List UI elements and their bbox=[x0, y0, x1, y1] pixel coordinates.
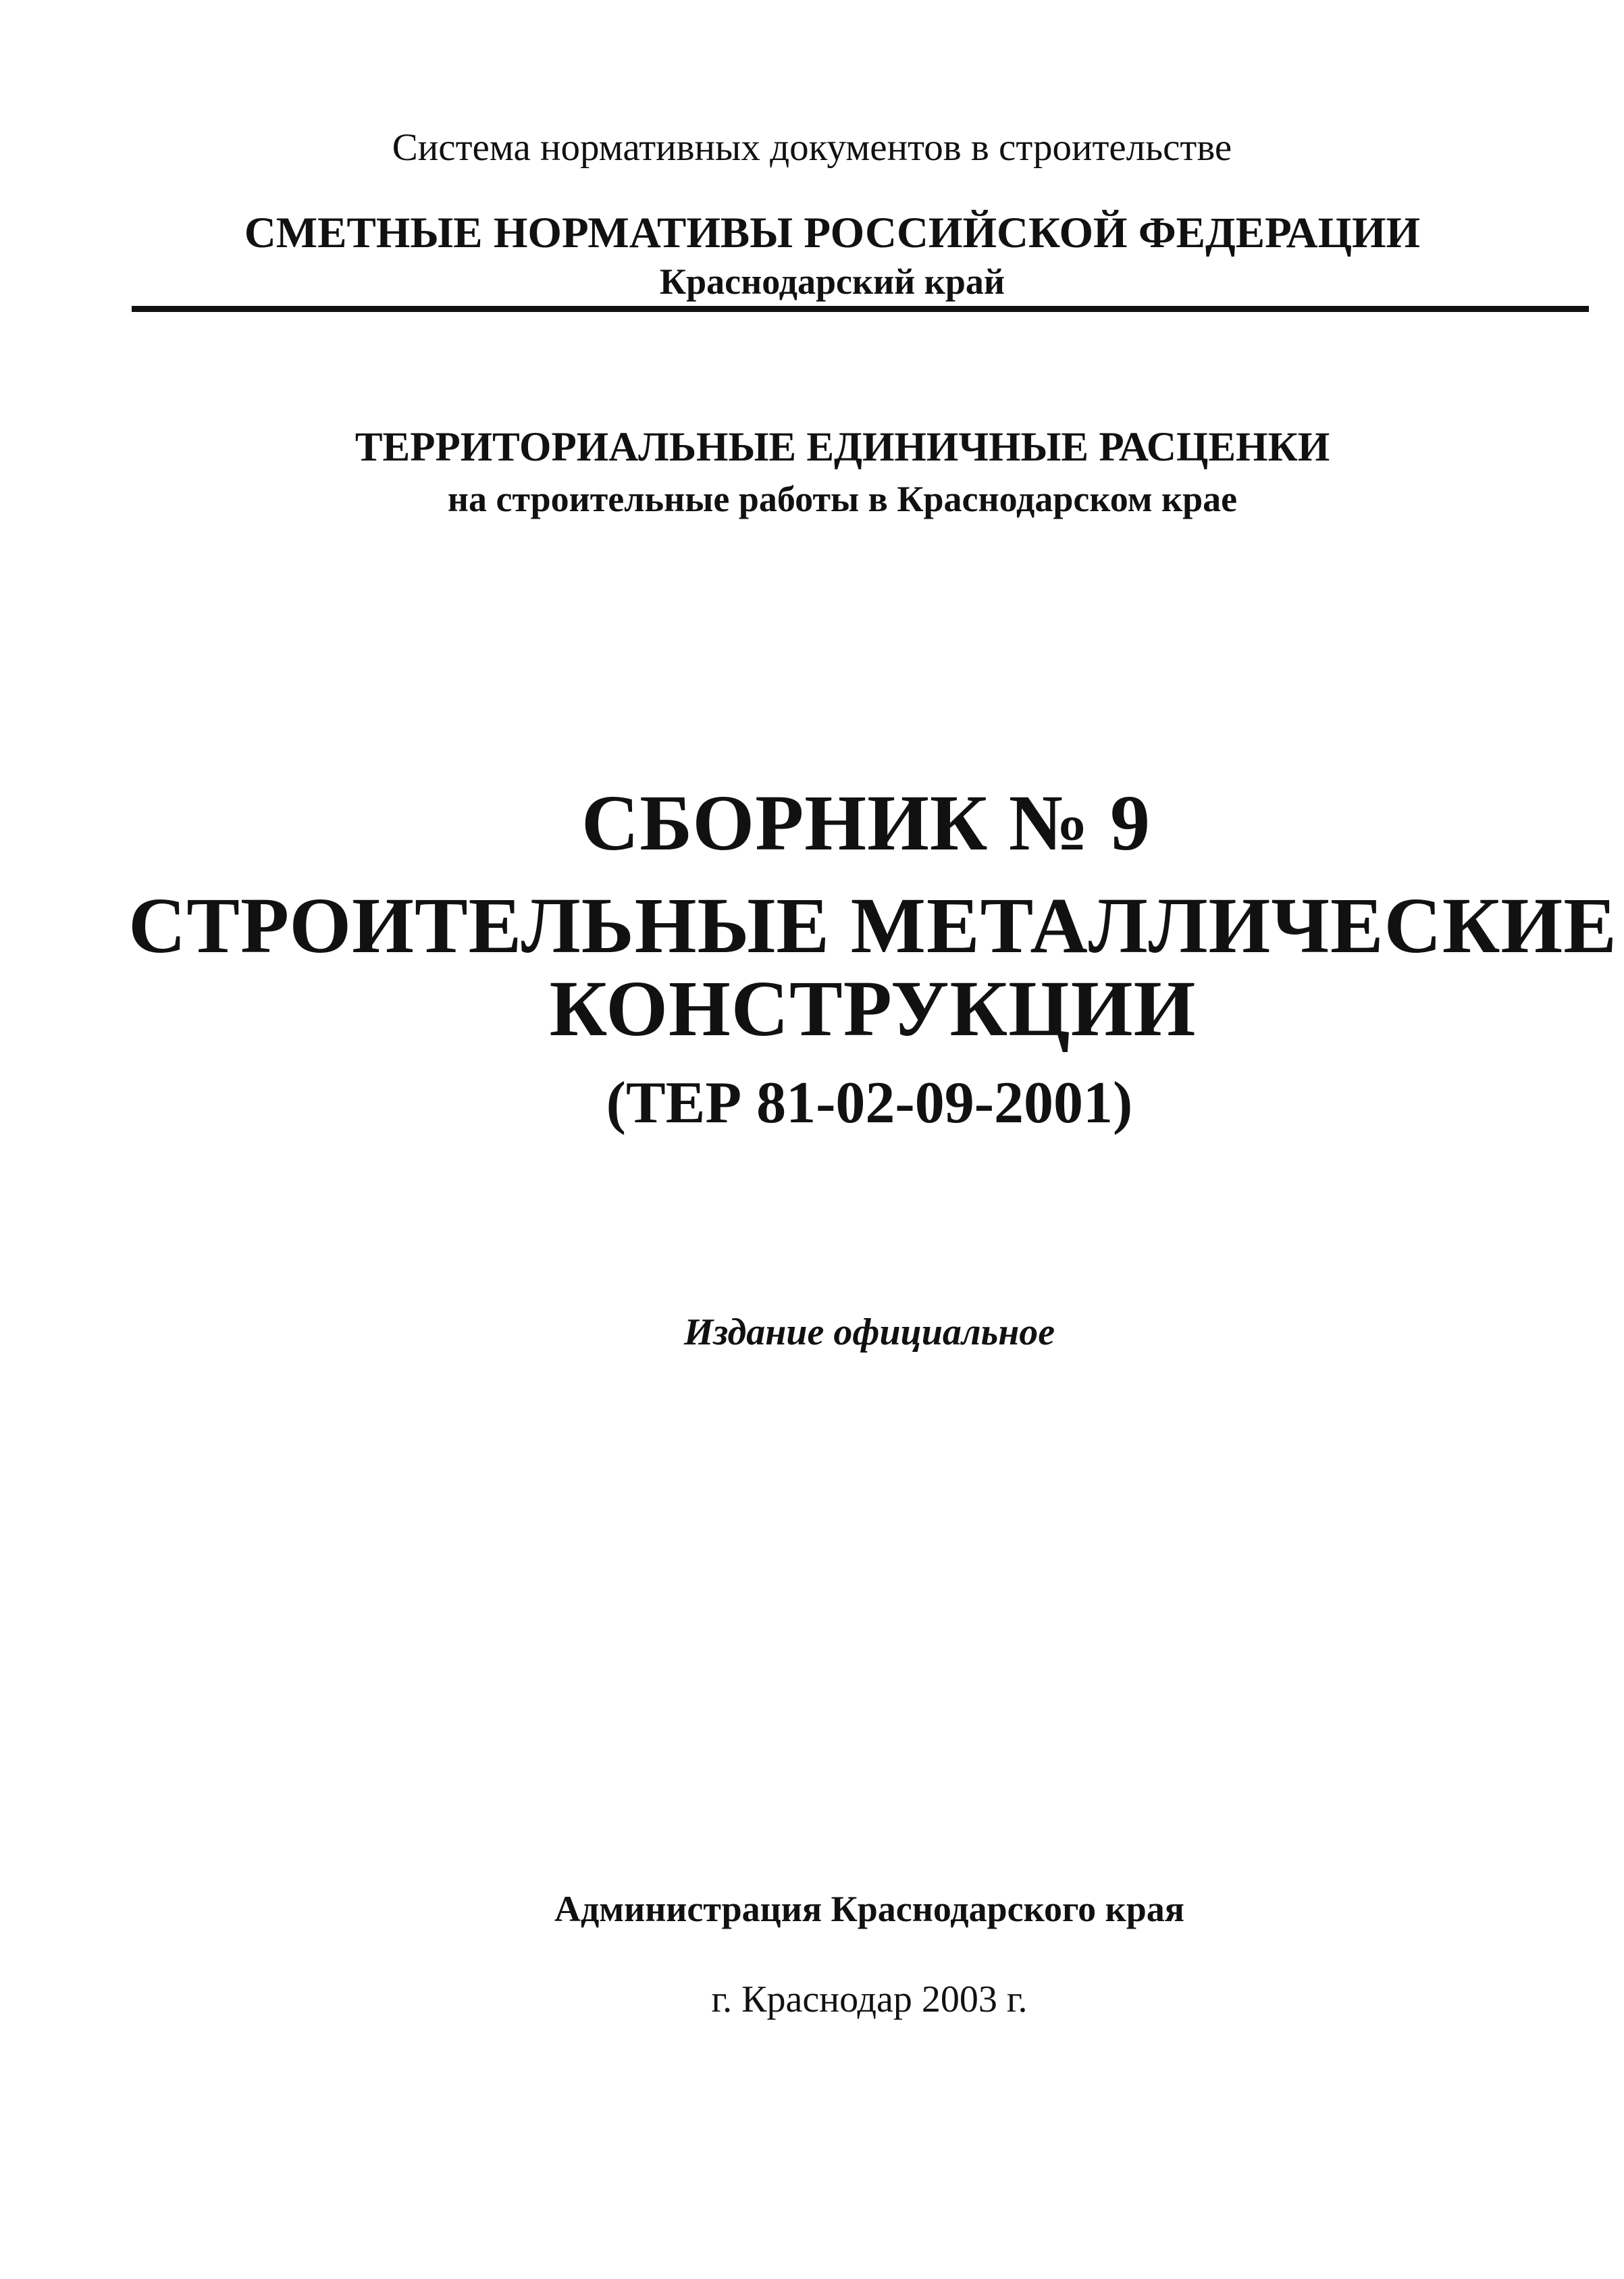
system-heading: Система нормативных документов в строительстве bbox=[392, 126, 1232, 169]
rates-subtitle: на строительные работы в Краснодарском крае bbox=[447, 479, 1238, 519]
collection-number: СБОРНИК № 9 bbox=[581, 779, 1151, 867]
city-year: г. Краснодар 2003 г. bbox=[711, 1979, 1028, 2020]
header-divider bbox=[132, 306, 1589, 312]
rates-title: ТЕРРИТОРИАЛЬНЫЕ ЕДИНИЧНЫЕ РАСЦЕНКИ bbox=[355, 425, 1330, 470]
edition-note: Издание официальное bbox=[683, 1311, 1055, 1353]
document-code: (ТЕР 81-02-09-2001) bbox=[606, 1070, 1133, 1136]
norms-heading: СМЕТНЫЕ НОРМАТИВЫ РОССИЙСКОЙ ФЕДЕРАЦИИ bbox=[244, 209, 1421, 257]
collection-subject-line-2: КОНСТРУКЦИИ bbox=[549, 964, 1197, 1053]
region-heading: Краснодарский край bbox=[659, 261, 1005, 302]
publisher: Администрация Краснодарского края bbox=[554, 1889, 1185, 1929]
collection-subject-line-1: СТРОИТЕЛЬНЫЕ МЕТАЛЛИЧЕСКИЕ bbox=[128, 881, 1617, 970]
